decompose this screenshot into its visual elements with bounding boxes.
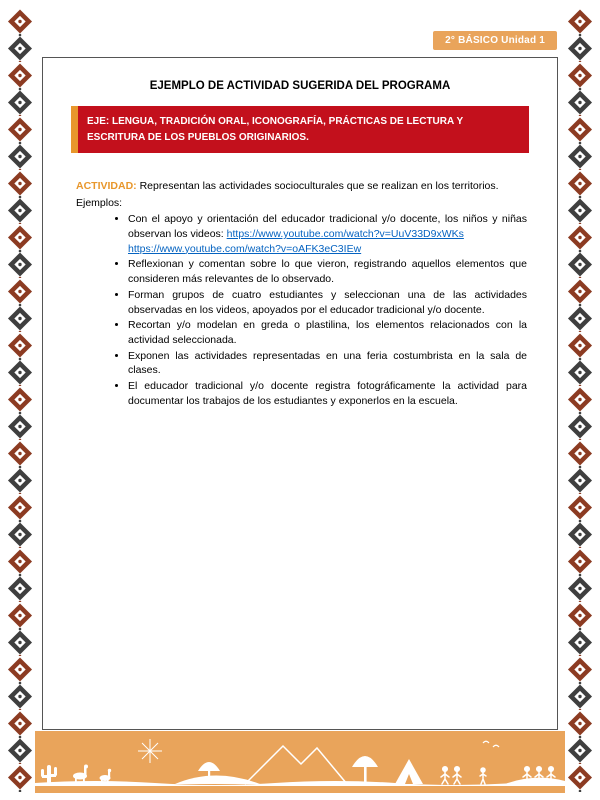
list-item: • Reflexionan y comentan sobre lo que vieron, registrando aquellos elementos que consideren más relevantes de lo observado. xyxy=(128,257,527,286)
decorative-border-left xyxy=(7,8,33,792)
list-item xyxy=(128,212,527,256)
content-frame xyxy=(42,57,558,730)
list-item: • Forman grupos de cuatro estudiantes y seleccionan una de las actividades observadas en los videos, apoyados por el educador tradicional y/o docente. xyxy=(128,288,527,317)
youtube-link-1[interactable]: https://www.youtube.com/watch?v=UuV33D9xWKs xyxy=(226,228,464,241)
list-item: • Exponen las actividades representadas en una feria costumbrista en la sala de clases. xyxy=(128,349,527,378)
examples-label: Ejemplos: xyxy=(76,196,123,209)
page-title: EJEMPLO DE ACTIVIDAD SUGERIDA DEL PROGRAMA xyxy=(149,80,451,92)
activity-label: ACTIVIDAD: xyxy=(76,180,137,192)
activity-section xyxy=(76,179,527,408)
bullet-1-text: Con el apoyo y orientación del educador tradicional y/o docente, los niños y niñas observan los videos: xyxy=(128,213,527,241)
unit-badge: 2° BÁSICO Unidad 1 xyxy=(433,31,557,50)
decorative-border-right xyxy=(567,8,593,792)
list-item: • Recortan y/o modelan en greda o plastilina, los elementos relacionados con la actividad seleccionada. xyxy=(128,318,527,347)
list-item: • El educador tradicional y/o docente registra fotográficamente la actividad para documentar los trabajos de los estudiantes y exponerlos en la escuela. xyxy=(128,379,527,408)
bullet-list xyxy=(76,212,527,408)
activity-description: Representan las actividades socioculturales que se realizan en los territorios. xyxy=(139,180,499,192)
eje-banner: EJE: LENGUA, TRADICIÓN ORAL, ICONOGRAFÍA, PRÁCTICAS DE LECTURA Y ESCRITURA DE LOS PUEBLOS ORIGINARIOS. xyxy=(71,106,529,153)
youtube-link-2[interactable]: https://www.youtube.com/watch?v=oAFK3eC3IEw xyxy=(128,242,362,255)
footer-illustration xyxy=(35,731,565,793)
